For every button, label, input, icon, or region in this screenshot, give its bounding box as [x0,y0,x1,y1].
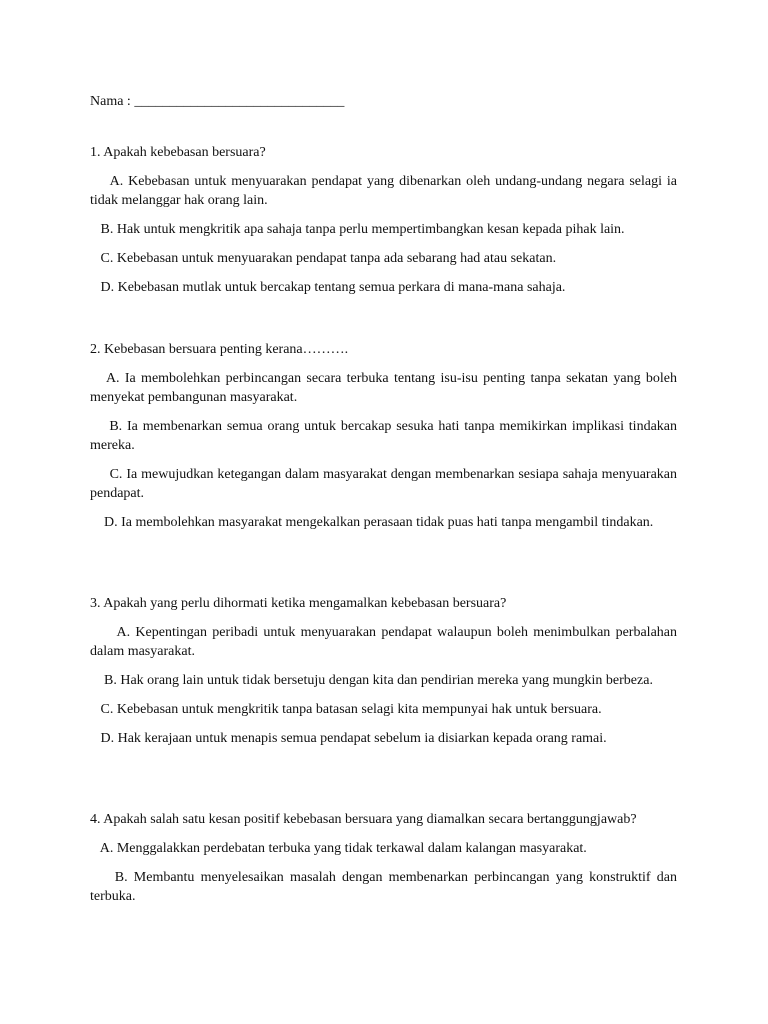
question-3 [90,594,681,758]
option-c: C. Ia mewujudkan ketegangan dalam masyarakat dengan membenarkan sesiapa sahaja menyuarakan pendapat. [90,467,681,501]
option-d: D. Kebebasan mutlak untuk bercakap tentang semua perkara di mana-mana sahaja. [90,280,566,295]
option-a: A. Kepentingan peribadi untuk menyuarakan pendapat walaupun boleh menimbulkan perbalahan dalam masyarakat. [90,625,681,659]
question-4 [90,810,681,916]
question-text: 3. Apakah yang perlu dihormati ketika mengamalkan kebebasan bersuara? [90,596,507,611]
option-d: D. Hak kerajaan untuk menapis semua pendapat sebelum ia disiarkan kepada orang ramai. [90,731,607,746]
question-1 [90,143,681,307]
option-b: B. Hak untuk mengkritik apa sahaja tanpa perlu mempertimbangkan kesan kepada pihak lain. [90,222,625,237]
question-text: 1. Apakah kebebasan bersuara? [90,145,266,160]
option-b: B. Membantu menyelesaikan masalah dengan membenarkan perbincangan yang konstruktif dan terbuka. [90,870,681,904]
option-a: A. Kebebasan untuk menyuarakan pendapat yang dibenarkan oleh undang-undang negara selagi ia tidak melanggar hak orang lain. [90,174,681,208]
option-c: C. Kebebasan untuk mengkritik tanpa batasan selagi kita mempunyai hak untuk bersuara. [90,702,602,717]
option-b: B. Hak orang lain untuk tidak bersetuju dengan kita dan pendirian mereka yang mungkin berbeza. [90,673,653,688]
question-text: 4. Apakah salah satu kesan positif kebebasan bersuara yang diamalkan secara bertanggungjawab? [90,812,637,827]
option-a: A. Ia membolehkan perbincangan secara terbuka tentang isu-isu penting tanpa sekatan yang boleh menyekat pembangunan masyarakat. [90,371,681,405]
option-a: A. Menggalakkan perdebatan terbuka yang tidak terkawal dalam kalangan masyarakat. [90,841,587,856]
question-text: 2. Kebebasan bersuara penting kerana………. [90,342,349,357]
question-2 [90,340,681,542]
option-d: D. Ia membolehkan masyarakat mengekalkan perasaan tidak puas hati tanpa mengambil tindakan. [90,515,654,530]
name-field-label: Nama : ______________________________ [90,94,345,109]
option-b: B. Ia membenarkan semua orang untuk bercakap sesuka hati tanpa memikirkan implikasi tindakan mereka. [90,419,681,453]
option-c: C. Kebebasan untuk menyuarakan pendapat tanpa ada sebarang had atau sekatan. [90,251,557,266]
